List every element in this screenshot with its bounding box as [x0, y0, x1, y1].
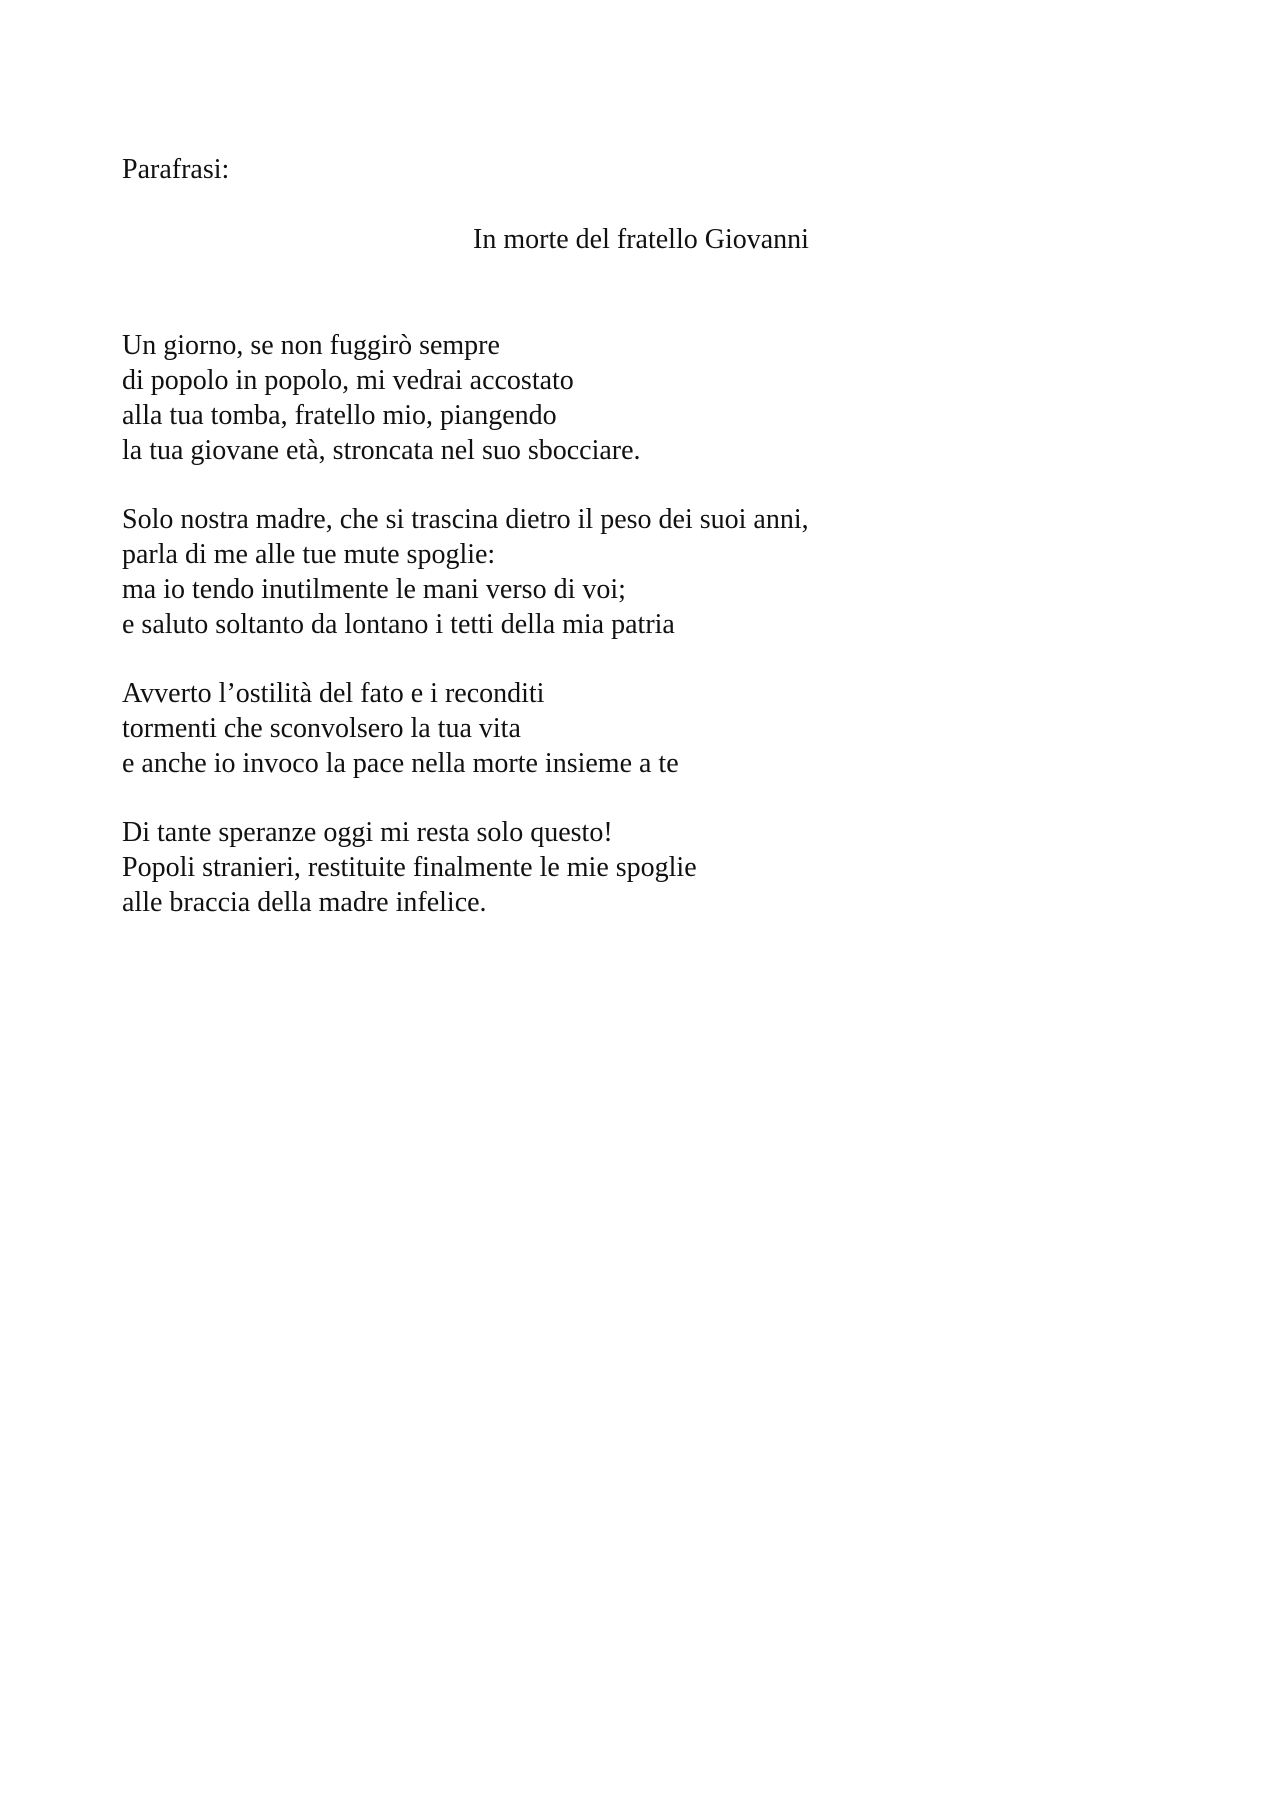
- verse-line: e saluto soltanto da lontano i tetti della mia patria: [122, 609, 675, 640]
- verse-line: Un giorno, se non fuggirò sempre: [122, 330, 500, 361]
- verse-line: ma io tendo inutilmente le mani verso di voi;: [122, 574, 626, 605]
- verse-line: Popoli stranieri, restituite finalmente le mie spoglie: [122, 852, 697, 883]
- poem-title: [0, 223, 1280, 257]
- verse-line: alla tua tomba, fratello mio, piangendo: [122, 400, 557, 431]
- poem-title-text: In morte del fratello Giovanni: [473, 224, 809, 255]
- verse-line: la tua giovane età, stroncata nel suo sbocciare.: [122, 435, 641, 466]
- stanza-2: [122, 502, 809, 642]
- stanza-3: [122, 676, 679, 781]
- verse-line: di popolo in popolo, mi vedrai accostato: [122, 365, 574, 396]
- verse-line: Solo nostra madre, che si trascina dietro il peso dei suoi anni,: [122, 504, 809, 535]
- stanza-4: [122, 815, 697, 920]
- stanza-1: [122, 328, 641, 468]
- verse-line: Avverto l’ostilità del fato e i reconditi: [122, 678, 545, 709]
- verse-line: alle braccia della madre infelice.: [122, 887, 487, 918]
- verse-line: parla di me alle tue mute spoglie:: [122, 539, 496, 570]
- verse-line: e anche io invoco la pace nella morte insieme a te: [122, 748, 679, 779]
- verse-line: tormenti che sconvolsero la tua vita: [122, 713, 521, 744]
- verse-line: Di tante speranze oggi mi resta solo questo!: [122, 817, 613, 848]
- document-label: Parafrasi:: [122, 154, 230, 185]
